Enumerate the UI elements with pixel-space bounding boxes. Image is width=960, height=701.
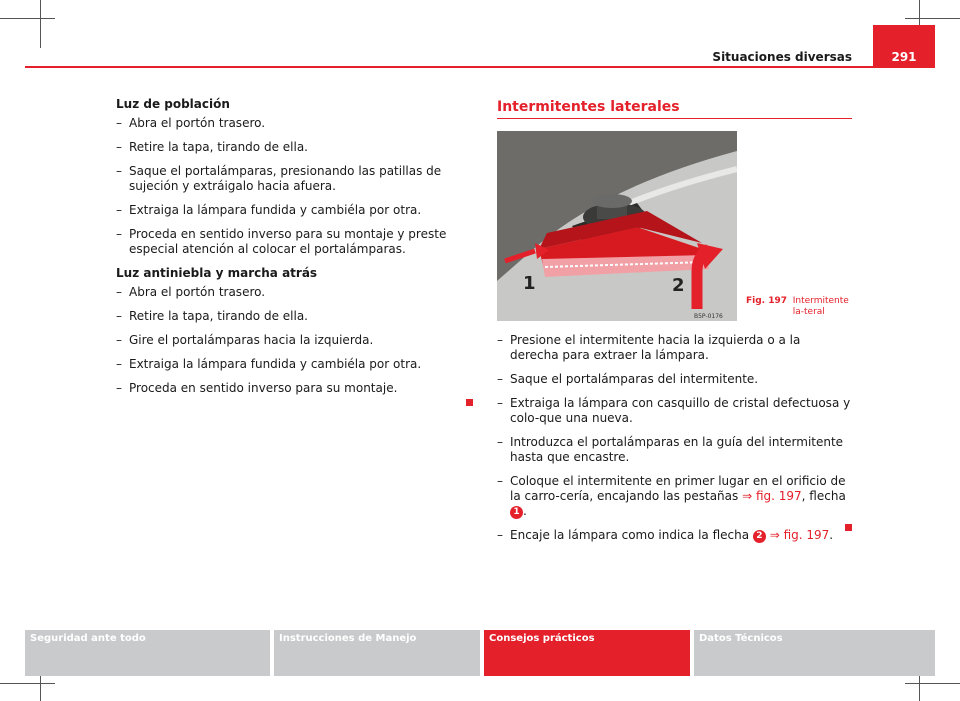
crop-mark <box>905 18 960 19</box>
left-column <box>116 97 466 405</box>
right-column <box>497 333 852 552</box>
crop-mark <box>0 18 55 19</box>
list-item: – Proceda en sentido inverso para su montaje y preste especial atención al colocar el portalámparas. <box>116 227 447 256</box>
list-item: – Extraiga la lámpara con casquillo de cristal defectuosa y colo-que una nueva. <box>497 396 851 425</box>
figure-caption-text: Intermitente la-teral <box>792 296 849 317</box>
figure-caption-label: Fig. 197 <box>746 296 788 306</box>
section-title: Intermitentes laterales <box>497 99 680 115</box>
callout-2: 2 <box>672 275 685 296</box>
crop-mark <box>40 0 41 48</box>
figure-reference-link[interactable]: ⇒ fig. 197 <box>769 528 830 542</box>
section-heading-position-light: Luz de población <box>116 97 230 111</box>
list-item: – Proceda en sentido inverso para su montaje. <box>116 381 398 395</box>
end-of-section-marker <box>466 399 473 406</box>
list-item: – Saque el portalámparas, presionando las patillas de sujeción y extráigalo hacia afuera. <box>116 164 442 193</box>
list-item: – Abra el portón trasero. <box>116 285 266 299</box>
list-item: – Coloque el intermitente en primer lugar en el orificio de la carro-cería, encajando las pestañas ⇒ fig. 197, flecha 1 . <box>497 474 846 518</box>
list-item: – Introduzca el portalámparas en la guía del intermitente hasta que encastre. <box>497 435 844 464</box>
section-rule <box>497 118 852 119</box>
tab-consejos[interactable]: Consejos prácticos <box>484 630 690 676</box>
list-item: – Encaje la lámpara como indica la flecha 2 ⇒ fig. 197. <box>497 528 834 542</box>
header-title: Situaciones diversas <box>712 50 852 64</box>
callout-1: 1 <box>523 273 536 294</box>
header-rule <box>25 66 935 68</box>
figure-side-indicator <box>497 131 737 321</box>
list-item: – Saque el portalámparas del intermitente. <box>497 372 759 386</box>
callout-ref-2: 2 <box>753 530 766 543</box>
section-heading-fog-reverse: Luz antiniebla y marcha atrás <box>116 266 318 280</box>
page-number: 291 <box>891 50 917 64</box>
side-indicator-illustration <box>497 131 737 321</box>
footer-nav <box>25 630 935 676</box>
list-item: – Retire la tapa, tirando de ella. <box>116 309 308 323</box>
callout-ref-1: 1 <box>510 506 523 519</box>
tab-instrucciones[interactable]: Instrucciones de Manejo <box>274 630 480 676</box>
end-of-section-marker <box>845 524 852 531</box>
crop-mark <box>0 683 55 684</box>
list-item: – Abra el portón trasero. <box>116 116 266 130</box>
crop-mark <box>905 683 960 684</box>
tab-datos[interactable]: Datos Técnicos <box>694 630 935 676</box>
list-item: – Retire la tapa, tirando de ella. <box>116 140 308 154</box>
tab-seguridad[interactable]: Seguridad ante todo <box>25 630 270 676</box>
list-item: – Extraiga la lámpara fundida y cambiéla por otra. <box>116 203 422 217</box>
list-item: – Presione el intermitente hacia la izquierda o a la derecha para extraer la lámpara. <box>497 333 801 362</box>
page-number-box <box>873 25 935 68</box>
figure-reference-link[interactable]: ⇒ fig. 197 <box>742 489 802 503</box>
figure-caption <box>746 296 853 318</box>
list-item: – Extraiga la lámpara fundida y cambiéla por otra. <box>116 357 422 371</box>
figure-code: B5P-0176 <box>694 313 723 320</box>
list-item: – Gire el portalámparas hacia la izquierda. <box>116 333 374 347</box>
